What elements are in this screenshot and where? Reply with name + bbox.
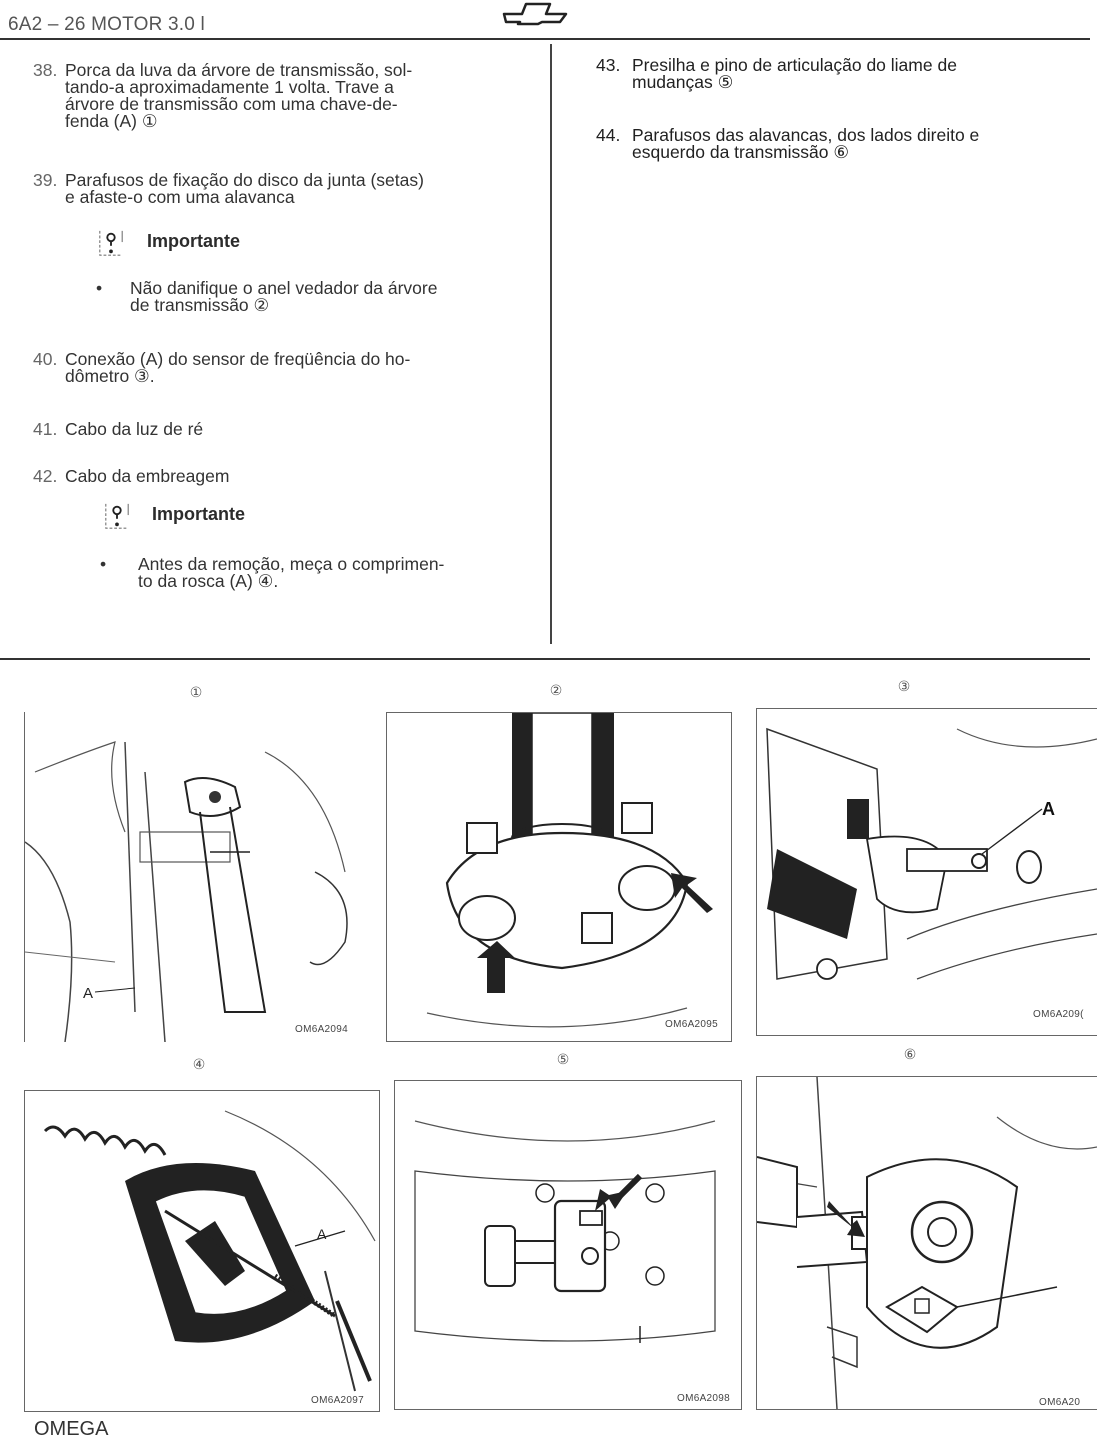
figure-1-label-a: A — [83, 985, 94, 1002]
step-text: Conexão (A) do sensor de freqüência do ho- dômetro ③. — [65, 349, 411, 386]
figure-4-illustration — [25, 1091, 379, 1411]
figure-1-drivetrain-nut — [24, 712, 371, 1042]
figure-2-code: OM6A2095 — [665, 1019, 718, 1030]
footer-model-name: OMEGA — [34, 1418, 109, 1440]
figure-6-illustration — [757, 1077, 1097, 1409]
figure-3-sensor-connection — [756, 708, 1097, 1036]
step-text: Cabo da luz de ré — [65, 419, 204, 439]
figure-6-code: OM6A20 — [1039, 1397, 1081, 1408]
figure-5-shift-linkage — [394, 1080, 742, 1410]
figure-number-6: ⑥ — [903, 1046, 917, 1062]
figure-6-lever-bolts — [756, 1076, 1097, 1410]
figures-separator — [0, 658, 1090, 660]
figure-3-illustration — [757, 709, 1097, 1035]
note-text: Não danifique o anel vedador da árvore de transmissão ② — [130, 278, 438, 315]
step-number: 40. — [33, 349, 58, 369]
step-number: 41. — [33, 419, 58, 439]
step-number: 42. — [33, 466, 58, 486]
bullet-dot: • — [96, 278, 103, 298]
figure-3-code: OM6A209( — [1033, 1009, 1084, 1020]
important-tip-icon — [102, 502, 132, 530]
figure-2-joint-disc — [386, 712, 732, 1042]
step-text: Cabo da embreagem — [65, 466, 230, 486]
header-rule — [0, 38, 1090, 40]
figure-1-code: OM6A2094 — [295, 1024, 348, 1035]
important-heading: Importante — [147, 231, 241, 251]
figure-5-illustration — [395, 1081, 741, 1409]
column-divider — [550, 44, 552, 644]
step-number: 44. — [596, 125, 621, 145]
figure-number-4: ④ — [192, 1056, 206, 1072]
step-text: Porca da luva da árvore de transmissão, sol- tando-a aproximadamente 1 volta. Trave a árvore de transmissão com uma chave-de- fenda (A) ① — [65, 60, 413, 131]
note-text: Antes da remoção, meça o comprimen- to da rosca (A) ④. — [138, 554, 445, 591]
step-number: 43. — [596, 55, 621, 75]
bullet-dot: • — [100, 554, 107, 574]
figure-3-label-a: A — [1042, 799, 1055, 819]
step-text: Presilha e pino de articulação do liame de mudanças ⑤ — [632, 55, 957, 92]
figure-5-code: OM6A2098 — [677, 1393, 730, 1404]
bowtie-logo-icon — [500, 0, 572, 26]
step-text: Parafusos das alavancas, dos lados direito e esquerdo da transmissão ⑥ — [632, 125, 980, 162]
figure-4-code: OM6A2097 — [311, 1395, 364, 1406]
page-header-code: 6A2 – 26 MOTOR 3.0 l — [8, 14, 205, 35]
figure-number-2: ② — [549, 682, 563, 698]
figure-number-3: ③ — [897, 678, 911, 694]
figure-4-label-a: A — [317, 1226, 327, 1242]
figure-number-5: ⑤ — [556, 1051, 570, 1067]
figure-4-clutch-cable — [24, 1090, 380, 1412]
figure-number-1: ① — [189, 684, 203, 700]
important-heading: Importante — [152, 504, 246, 524]
figure-1-illustration — [25, 712, 371, 1042]
step-number: 38. — [33, 60, 58, 80]
step-text: Parafusos de fixação do disco da junta (setas) e afaste-o com uma alavanca — [65, 170, 424, 207]
important-tip-icon — [96, 229, 126, 257]
step-number: 39. — [33, 170, 58, 190]
figure-2-illustration — [387, 713, 731, 1041]
